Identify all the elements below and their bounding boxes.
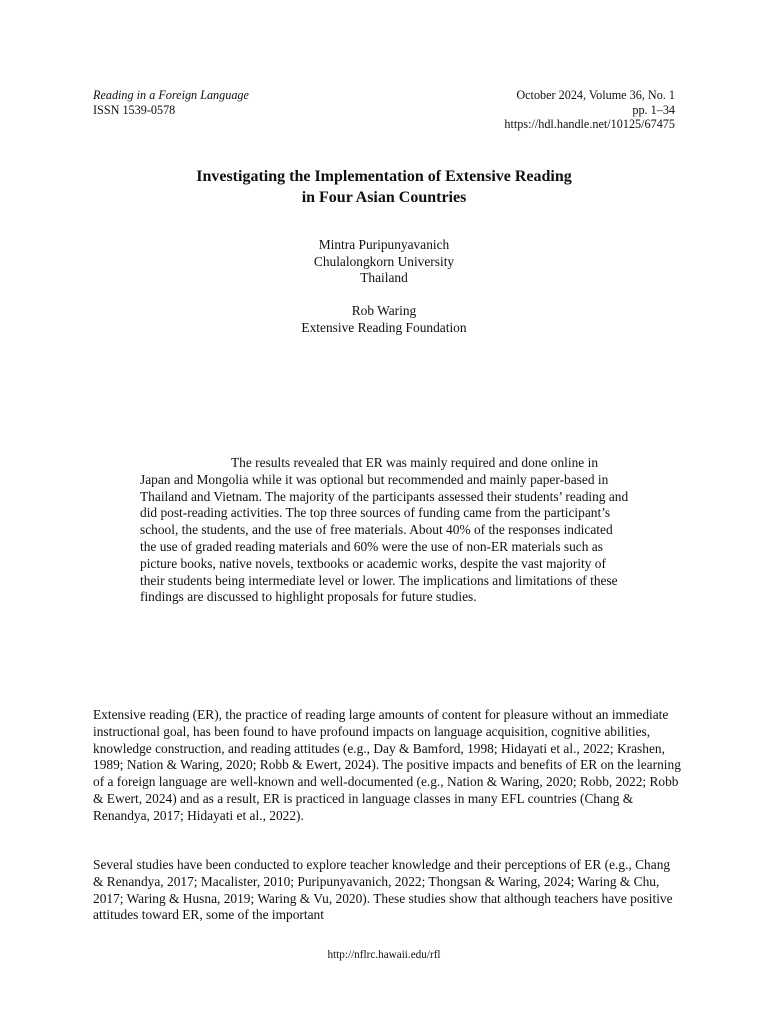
- page-range: pp. 1–34: [632, 102, 675, 117]
- author-block-1: [93, 237, 675, 287]
- author-affiliation: Extensive Reading Foundation: [301, 319, 467, 335]
- body-paragraph-2: Several studies have been conducted to explore teacher knowledge and their perceptions of ER (e.g., Chang & Renandya, 2017; Macalister, 2010; Puripunyavanich, 2022; Thongsan & Waring, 2024; Waring & Chu, 2017; Waring & Husna, 2019; Waring & Vu, 2020). These studies show that although teachers have positive attitudes toward ER, some of the important: [93, 857, 673, 923]
- body-paragraph-1: Extensive reading (ER), the practice of reading large amounts of content for pleasure without an immediate instructional goal, has been found to have profound impacts on language acquisition, cognitive abilities, knowledge construction, and reading attitudes (e.g., Day & Bamford, 1998; Hidayati et al., 2022; Krashen, 1989; Nation & Waring, 2020; Robb & Ewert, 2024). The positive impacts and benefits of ER on the learning of a foreign language are well-known and well-documented (e.g., Nation & Waring, 2020; Robb, 2022; Robb & Ewert, 2024) and as a result, ER is practiced in language classes in many EFL countries (Chang & Renandya, 2017; Hidayati et al., 2022).: [93, 707, 681, 823]
- title-line-1: Investigating the Implementation of Extensive Reading: [196, 168, 572, 185]
- abstract-text: The results revealed that ER was mainly required and done online in Japan and Mongolia while it was optional but recommended and mainly paper-based in Thailand and Vietnam. The majority of the participants assessed their students’ reading and did post-reading activities. The top three sources of funding came from the participant’s school, the students, and the use of free materials. About 40% of the responses indicated the use of graded reading materials and 60% were the use of non-ER materials such as picture books, native novels, textbooks or academic works, despite the vast majority of their students being intermediate level or lower. The implications and limitations of these findings are discussed to highlight proposals for future studies.: [140, 455, 629, 605]
- author-block-2: [93, 303, 675, 336]
- issn: ISSN 1539-0578: [93, 102, 176, 117]
- author-name: Rob Waring: [351, 303, 417, 318]
- header-left: [93, 88, 249, 117]
- header-right: [504, 88, 675, 132]
- author-country: Thailand: [360, 270, 408, 285]
- footer-url[interactable]: http://nflrc.hawaii.edu/rfl: [327, 949, 441, 961]
- author-name: Mintra Puripunyavanich: [318, 237, 450, 252]
- paper-title: [93, 166, 675, 208]
- issue-info: October 2024, Volume 36, No. 1: [516, 88, 675, 102]
- title-line-2: in Four Asian Countries: [301, 189, 467, 206]
- handle-link[interactable]: https://hdl.handle.net/10125/67475: [504, 117, 675, 131]
- author-affiliation: Chulalongkorn University: [313, 253, 455, 269]
- journal-name: Reading in a Foreign Language: [93, 88, 249, 102]
